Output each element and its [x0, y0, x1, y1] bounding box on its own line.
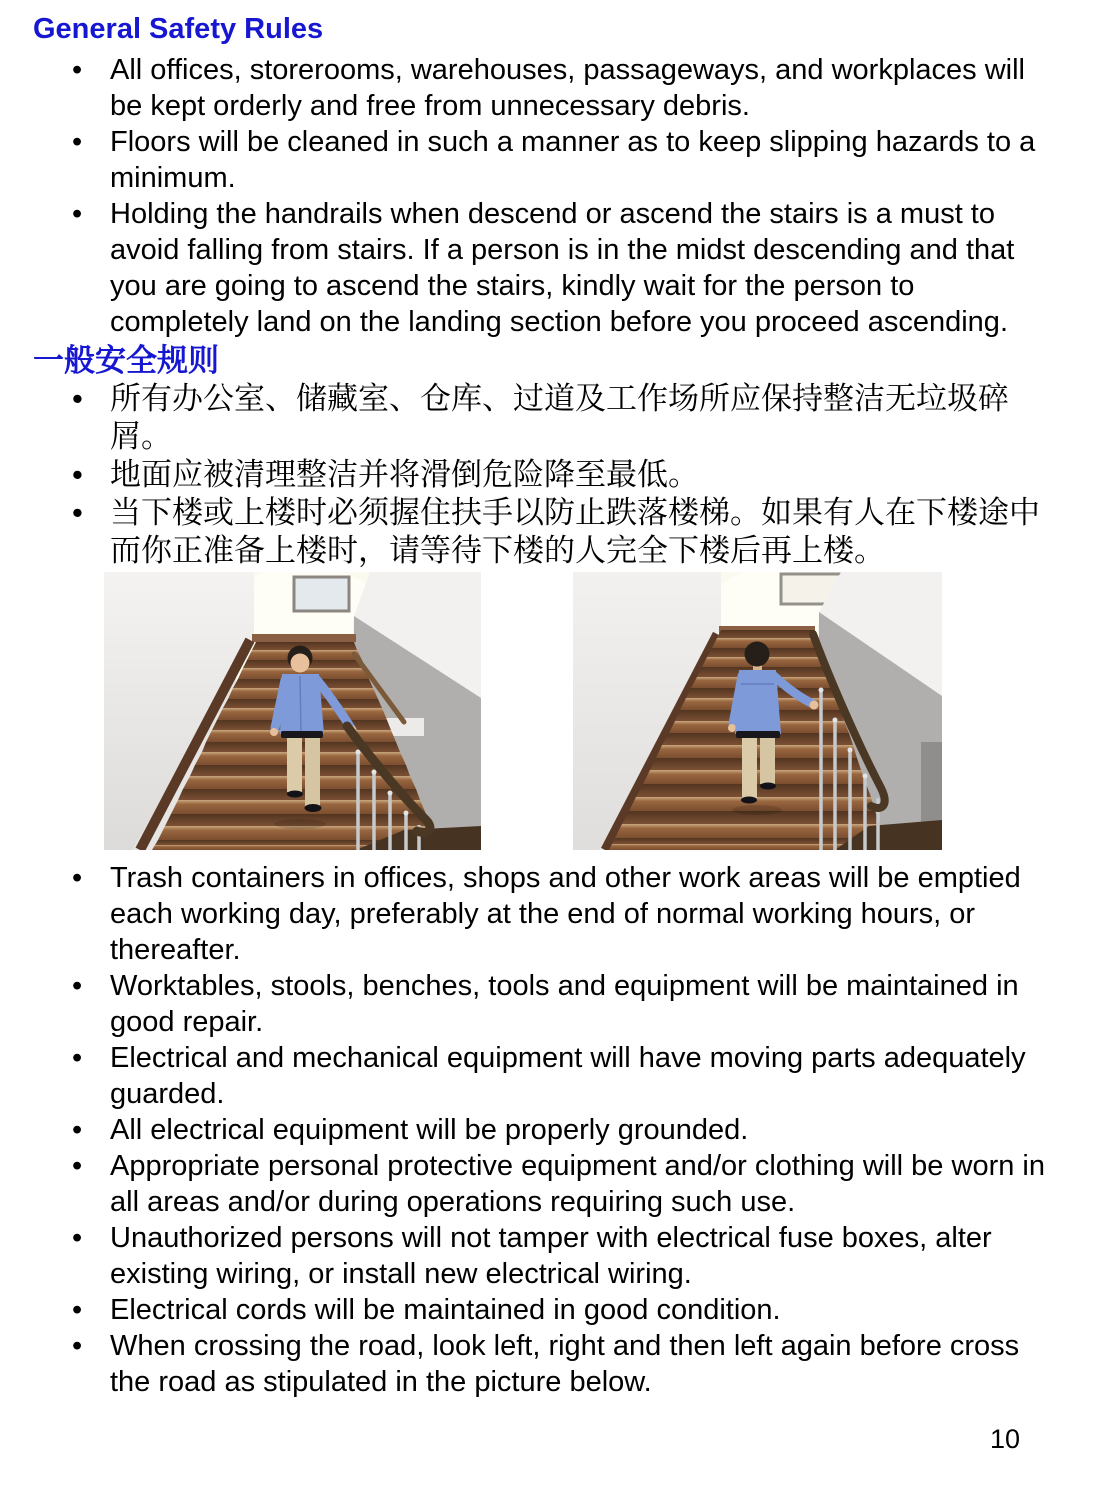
bullet-item: [110, 1328, 1048, 1400]
bullet-text: All offices, storerooms, warehouses, passageways, and workplaces will be kept orderly and free from unnecessary debris.: [110, 54, 1025, 122]
bullet-item: [110, 1148, 1048, 1220]
bullet-item: [110, 1292, 1048, 1328]
bullet-item: [110, 1220, 1048, 1292]
bullet-item: [110, 456, 1040, 494]
bullet-item: [110, 196, 1048, 340]
bullet-text: 当下楼或上楼时必须握住扶手以防止跌落楼梯。如果有人在下楼途中而你正准备上楼时，请等待下楼的人完全下楼后再上楼。: [110, 495, 1040, 568]
bullet-text: Floors will be cleaned in such a manner as to keep slipping hazards to a minimum.: [110, 126, 1036, 194]
english-bullet-list: [0, 52, 1120, 340]
bullet-item: [110, 52, 1048, 124]
photo-man-descending-stairs: [104, 572, 481, 850]
bullet-text: Holding the handrails when descend or ascend the stairs is a must to avoid falling from stairs. If a person is in the midst descending and that you are going to ascend the stairs, kindly wait for the person to completely land on the landing section before you proceed ascending.: [110, 198, 1015, 338]
ascending-stairs-illustration: [573, 572, 942, 850]
bullet-text: 地面应被清理整洁并将滑倒危险降至最低。: [110, 457, 699, 492]
section-heading-english: General Safety Rules: [33, 13, 324, 45]
section-heading-chinese: 一般安全规则: [33, 343, 219, 378]
photo-row: [104, 572, 1120, 850]
bullet-text: Electrical and mechanical equipment will have moving parts adequately guarded.: [110, 1042, 1026, 1110]
bullet-text: Trash containers in offices, shops and other work areas will be emptied each working day, preferably at the end of normal working hours, or thereafter.: [110, 862, 1021, 966]
bullet-item: [110, 1040, 1048, 1112]
bullet-text: Worktables, stools, benches, tools and equipment will be maintained in good repair.: [110, 970, 1019, 1038]
bullet-text: When crossing the road, look left, right and then left again before cross the road as stipulated in the picture below.: [110, 1330, 1020, 1398]
bullet-item: [110, 494, 1040, 570]
bullet-text: Unauthorized persons will not tamper with electrical fuse boxes, alter existing wiring, or install new electrical wiring.: [110, 1222, 992, 1290]
bullet-item: [110, 124, 1048, 196]
bullet-item: [110, 380, 1040, 456]
bullet-text: Appropriate personal protective equipment and/or clothing will be worn in all areas and/or during operations requiring such use.: [110, 1150, 1045, 1218]
bullet-item: [110, 1112, 1048, 1148]
chinese-bullet-list: [0, 380, 1120, 570]
bullet-text: 所有办公室、储藏室、仓库、过道及工作场所应保持整洁无垃圾碎屑。: [110, 381, 1009, 454]
bullet-text: Electrical cords will be maintained in good condition.: [110, 1294, 781, 1326]
descending-stairs-illustration: [104, 572, 481, 850]
wall-picture-frame: [294, 577, 349, 611]
bullet-item: [110, 968, 1048, 1040]
bullet-item: [110, 860, 1048, 968]
bullet-text: All electrical equipment will be properly grounded.: [110, 1114, 749, 1146]
page-number: 10: [990, 1424, 1021, 1454]
photo-man-ascending-stairs: [573, 572, 942, 850]
work-rules-bullet-list: [0, 860, 1120, 1400]
